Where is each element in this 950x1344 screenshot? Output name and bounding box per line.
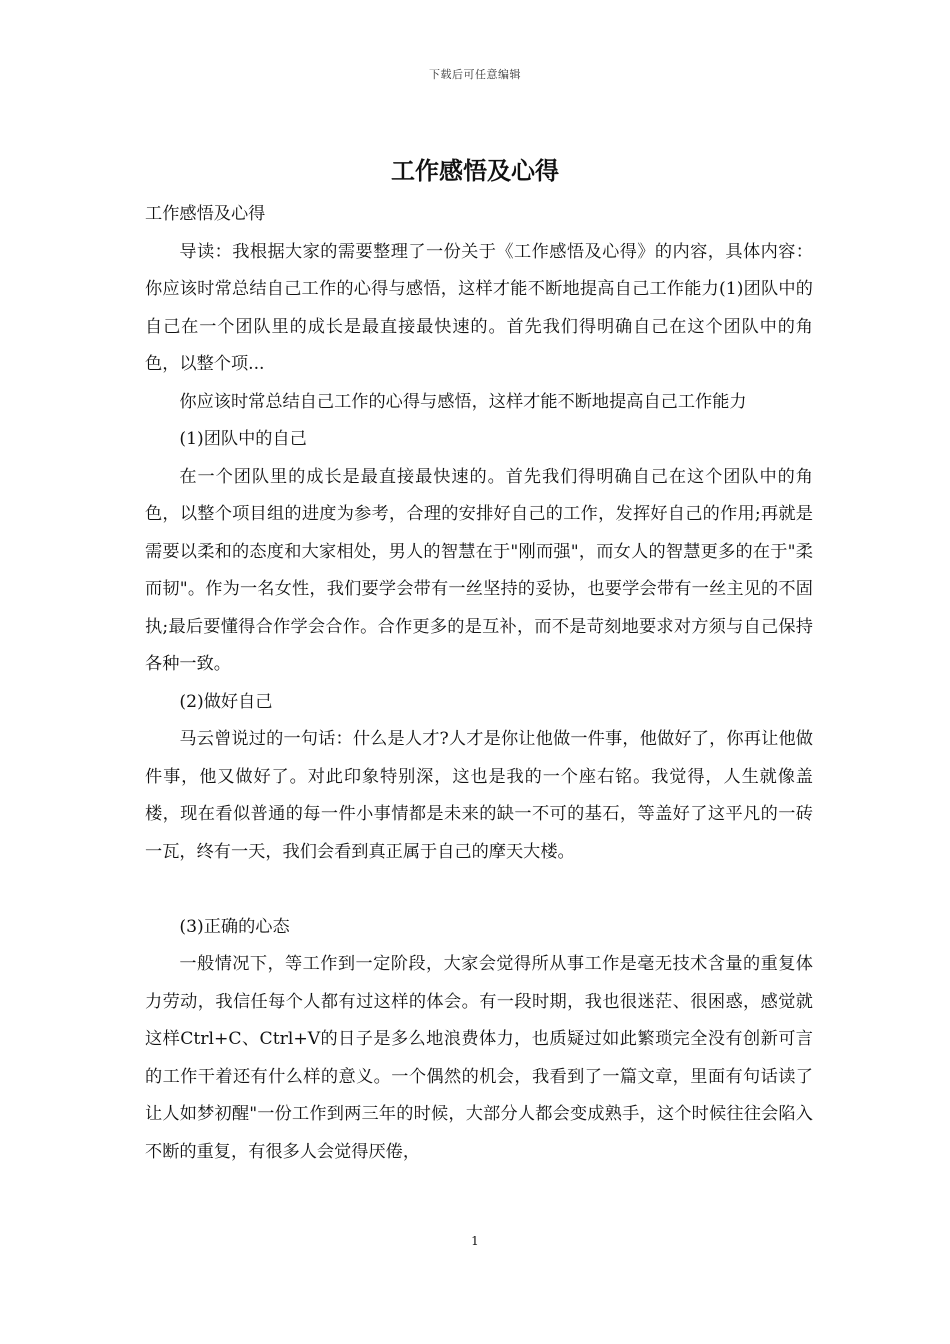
subtitle-line: 工作感悟及心得 (145, 204, 266, 224)
section-3-paragraph: 一般情况下，等工作到一定阶段，大家会觉得所从事工作是毫无技术含量的重复体力劳动，我信任每个人都有过这样的体会。有一段时期，我也很迷茫、很困惑，感觉就这样Ctrl+C、Ctrl+V的日子是多么地浪费体力，也质疑过如此繁琐完全没有创新可言的工作干着还有什么样的意义。一个偶然的机会，我看到了一篇文章，里面有句话读了让人如梦初醒"一份工作到两三年的时候，大部分人都会变成熟手，这个时候往往会陷入不断的重复，有很多人会觉得厌倦， (145, 954, 813, 1162)
summary-paragraph: 你应该时常总结自己工作的心得与感悟，这样才能不断地提高自己工作能力 (179, 391, 747, 412)
blank-line (145, 871, 813, 909)
section-heading-2: (2)做好自己 (179, 691, 273, 712)
section-1-paragraph: 在一个团队里的成长是最直接最快速的。首先我们得明确自己在这个团队中的角色，以整个项目组的进度为参考，合理的安排好自己的工作，发挥好自己的作用;再就是需要以柔和的态度和大家相处，男人的智慧在于"刚而强"，而女人的智慧更多的在于"柔而韧"。作为一名女性，我们要学会带有一丝坚持的妥协，也要学会带有一丝主见的不固执;最后要懂得合作学会合作。合作更多的是互补，而不是苛刻地要求对方须与自己保持各种一致。 (145, 466, 813, 674)
section-heading-3: (3)正确的心态 (179, 916, 290, 937)
document-title: 工作感悟及心得 (391, 156, 559, 185)
page-header-note: 下载后可任意编辑 (429, 68, 521, 81)
section-heading-1: (1)团队中的自己 (179, 429, 307, 449)
section-2-paragraph: 马云曾说过的一句话：什么是人才?人才是你让他做一件事，他做好了，你再让他做件事，他又做好了。对此印象特别深，这也是我的一个座右铭。我觉得，人生就像盖楼，现在看似普通的每一件小事情都是未来的缺一不可的基石，等盖好了这平凡的一砖一瓦，终有一天，我们会看到真正属于自己的摩天大楼。 (145, 729, 813, 862)
intro-paragraph: 导读：我根据大家的需要整理了一份关于《工作感悟及心得》的内容，具体内容：你应该时常总结自己工作的心得与感悟，这样才能不断地提高自己工作能力(1)团队中的自己在一个团队里的成长是最直接最快速的。首先我们得明确自己在这个团队中的角色，以整个项... (145, 241, 813, 374)
page-number: 1 (471, 1234, 479, 1248)
document-body (145, 196, 813, 1171)
